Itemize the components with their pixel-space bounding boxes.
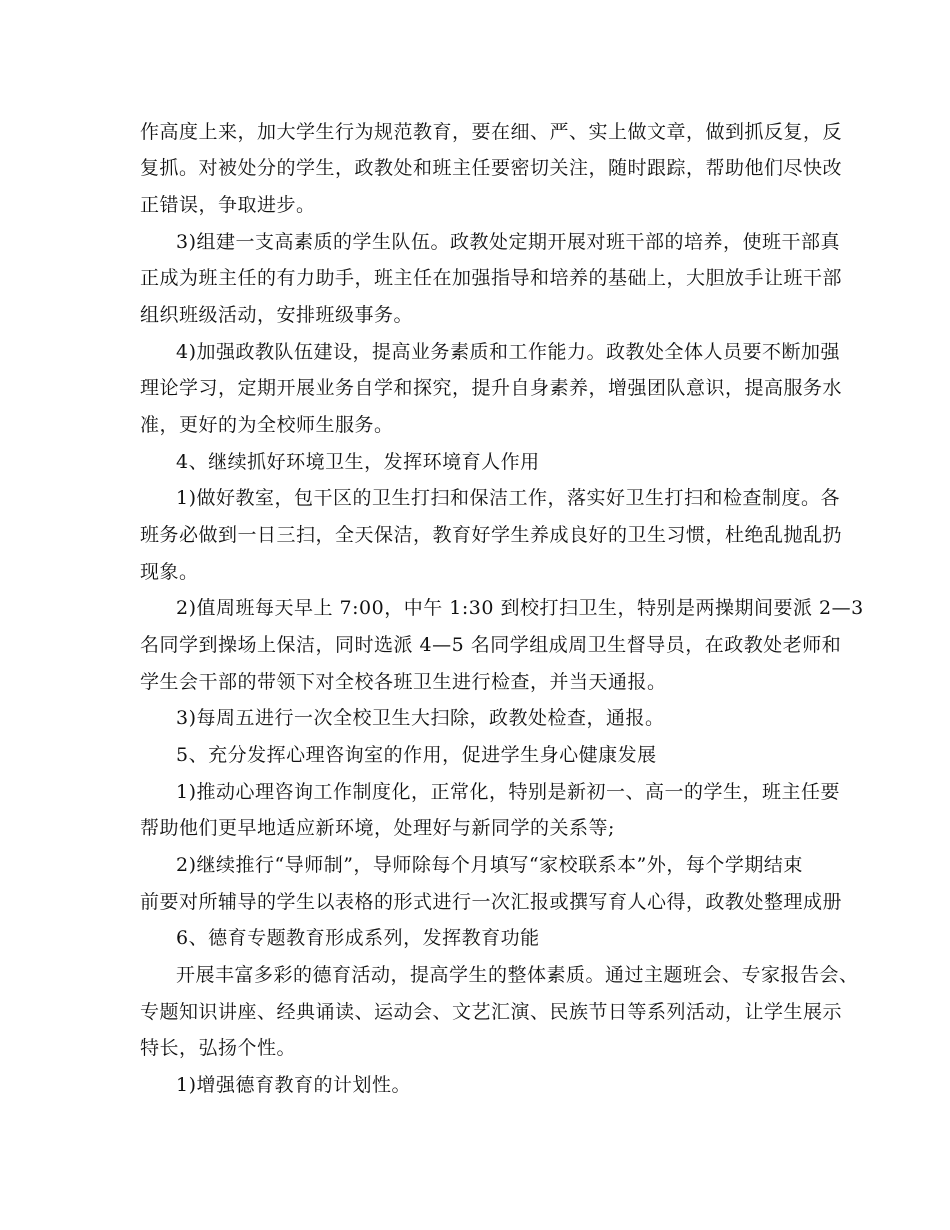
text-line: 特长，弘扬个性。 [140, 1037, 297, 1059]
text-line: 专题知识讲座、经典诵读、运动会、文艺汇演、民族节日等系列活动，让学生展示 [140, 1001, 843, 1023]
text-line: 2)值周班每天早上 7:00，中午 1:30 到校打扫卫生，特别是两操期间要派 2—3 [176, 597, 864, 619]
text-line: 复抓。对被处分的学生，政教处和班主任要密切关注，随时跟踪，帮助他们尽快改 [140, 157, 843, 179]
text-line: 2)继续推行“导师制”，导师除每个月填写“家校联系本”外，每个学期结束 [176, 854, 803, 876]
text-line: 作高度上来，加大学生行为规范教育，要在细、严、实上做文章，做到抓反复，反 [140, 121, 843, 143]
text-line: 3)组建一支高素质的学生队伍。政教处定期开展对班干部的培养，使班干部真 [176, 231, 841, 253]
text-line: 1)做好教室，包干区的卫生打扫和保洁工作，落实好卫生打扫和检查制度。各 [176, 487, 841, 509]
text-line: 1)增强德育教育的计划性。 [176, 1074, 412, 1096]
text-line: 前要对所辅导的学生以表格的形式进行一次汇报或撰写育人心得，政教处整理成册 [140, 891, 843, 913]
section-heading: 6、德育专题教育形成系列，发挥教育功能 [176, 927, 540, 949]
section-heading: 5、充分发挥心理咨询室的作用，促进学生身心健康发展 [176, 744, 657, 766]
text-line: 正错误，争取进步。 [140, 194, 316, 216]
text-line: 4)加强政教队伍建设，提高业务素质和工作能力。政教处全体人员要不断加强 [176, 341, 841, 363]
text-line: 开展丰富多彩的德育活动，提高学生的整体素质。通过主题班会、专家报告会、 [176, 964, 859, 986]
text-line: 正成为班主任的有力助手，班主任在加强指导和培养的基础上，大胆放手让班干部 [140, 267, 843, 289]
text-line: 名同学到操场上保洁，同时选派 4—5 名同学组成周卫生督导员，在政教处老师和 [140, 634, 842, 656]
text-line: 帮助他们更早地适应新环境，处理好与新同学的关系等; [140, 817, 615, 839]
text-line: 3)每周五进行一次全校卫生大扫除，政教处检查，通报。 [176, 707, 665, 729]
text-line: 理论学习，定期开展业务自学和探究，提升自身素养，增强团队意识，提高服务水 [140, 377, 843, 399]
text-line: 现象。 [140, 561, 199, 583]
text-line: 班务必做到一日三扫，全天保洁，教育好学生养成良好的卫生习惯，杜绝乱抛乱扔 [140, 524, 843, 546]
text-line: 准，更好的为全校师生服务。 [140, 414, 394, 436]
section-heading: 4、继续抓好环境卫生，发挥环境育人作用 [176, 451, 540, 473]
text-line: 1)推动心理咨询工作制度化，正常化，特别是新初一、高一的学生，班主任要 [176, 781, 841, 803]
text-line: 学生会干部的带领下对全校各班卫生进行检查，并当天通报。 [140, 671, 667, 693]
text-line: 组织班级活动，安排班级事务。 [140, 304, 414, 326]
